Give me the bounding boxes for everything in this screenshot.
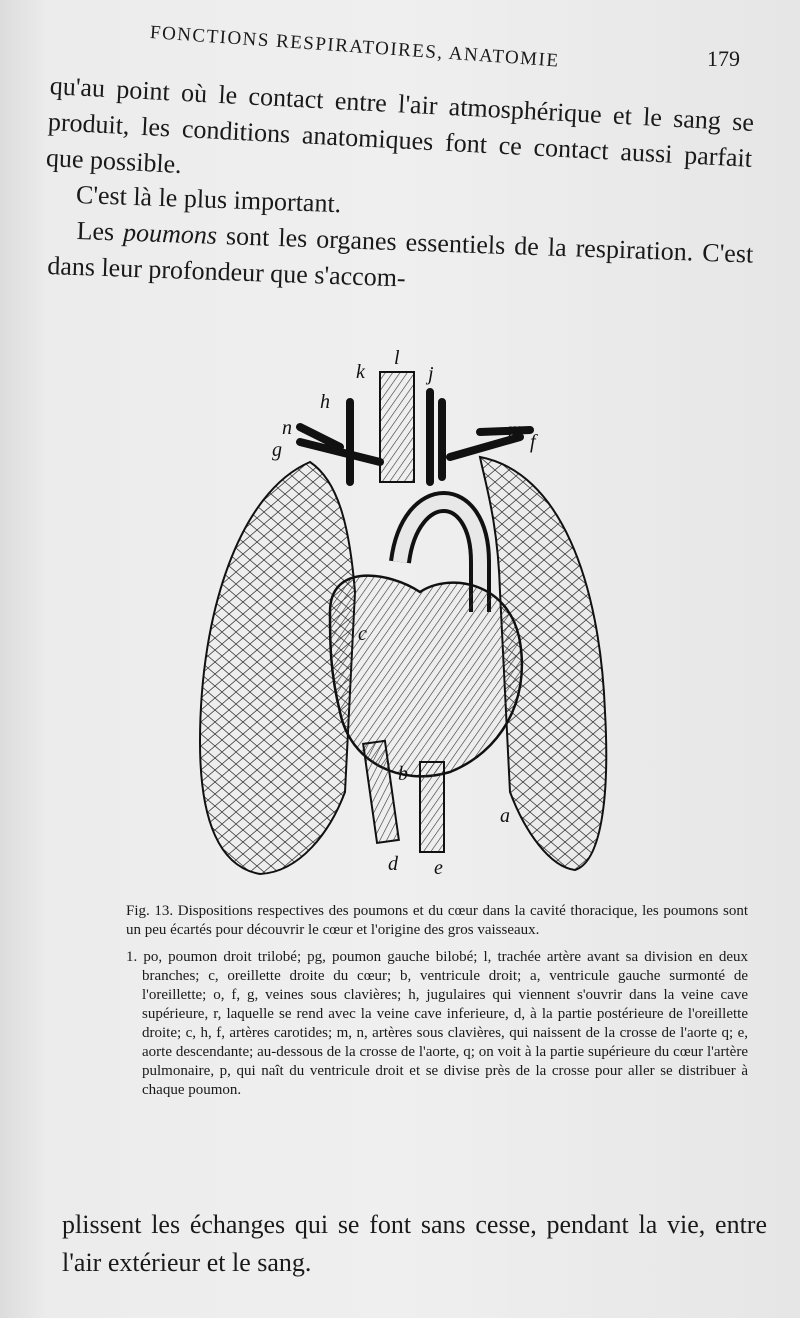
heart-lungs-engraving	[180, 347, 630, 887]
caption-lead: Fig. 13. Dispositions respectives des poumons et du cœur dans la cavité thoracique, les poumons sont un peu écartés pour découvrir le cœur et l'origine des gros vaisseaux.	[126, 903, 748, 938]
figure-caption	[126, 902, 748, 1100]
label-h: h	[320, 391, 330, 413]
figure-heart-lungs	[180, 347, 630, 887]
label-f: f	[530, 431, 536, 453]
label-b: b	[398, 763, 408, 785]
label-d: d	[388, 853, 398, 875]
label-g: g	[272, 439, 282, 461]
heart-shape	[330, 576, 522, 777]
lungs-term: poumons	[122, 217, 218, 250]
caption-legend: 1. po, poumon droit trilobé; pg, poumon gauche bilobé; l, trachée artère avant sa division en deux branches; c, oreillette droite du cœur; b, ventricule droit; a, ventricule gauche surmonté de l'oreillette; o, f, g, veines sous clavières; h, jugulaires qui viennent s'ouvrir dans la veine cave supérieure, r, laquelle se rend avec la veine cave inferieure, d, à la partie postérieure de l'oreillette droite; c, h, f, artères carotides; m, n, artères sous clavières, qui naissent de la crosse de l'aorte q; e, aorte descendante; au-dessous de la crosse de l'aorte, q; on voit à la partie supérieure du cœur l'artère pulmonaire, p, qui naît du ventricule droit et se divise près de la crosse pour aller se distribuer à chaque poumon.	[126, 949, 748, 1098]
label-a: a	[500, 805, 510, 827]
label-l: l	[394, 347, 400, 369]
paragraph-contact: qu'au point où le contact entre l'air atmosphérique et le sang se produit, les conditions anatomiques font ce contact aussi parfait que possible.	[45, 71, 755, 180]
label-m: m	[508, 419, 523, 441]
paragraph-exchanges: plissent les échanges qui se font sans cesse, pendant la vie, entre l'air extérieur et le sang.	[62, 1210, 767, 1277]
page-number: 179	[707, 46, 740, 71]
running-head: FONCTIONS RESPIRATOIRES, ANATOMIE	[149, 22, 561, 72]
descending-aorta-shape	[420, 762, 444, 852]
trachea-shape	[380, 372, 414, 482]
label-j: j	[428, 363, 434, 385]
paragraph-important: C'est là le plus important.	[75, 179, 342, 219]
page-header	[149, 14, 750, 72]
label-e: e	[434, 857, 443, 879]
body-text-top	[45, 68, 755, 293]
lungs-text-start: Les	[76, 215, 124, 247]
lungs-text-end: sont les organes essentiels de la respiration. C'est dans leur profondeur que s'accom-	[46, 220, 754, 293]
label-c: c	[358, 623, 367, 645]
label-k: k	[356, 361, 365, 383]
body-text-bottom	[62, 1206, 767, 1282]
label-n: n	[282, 417, 292, 439]
